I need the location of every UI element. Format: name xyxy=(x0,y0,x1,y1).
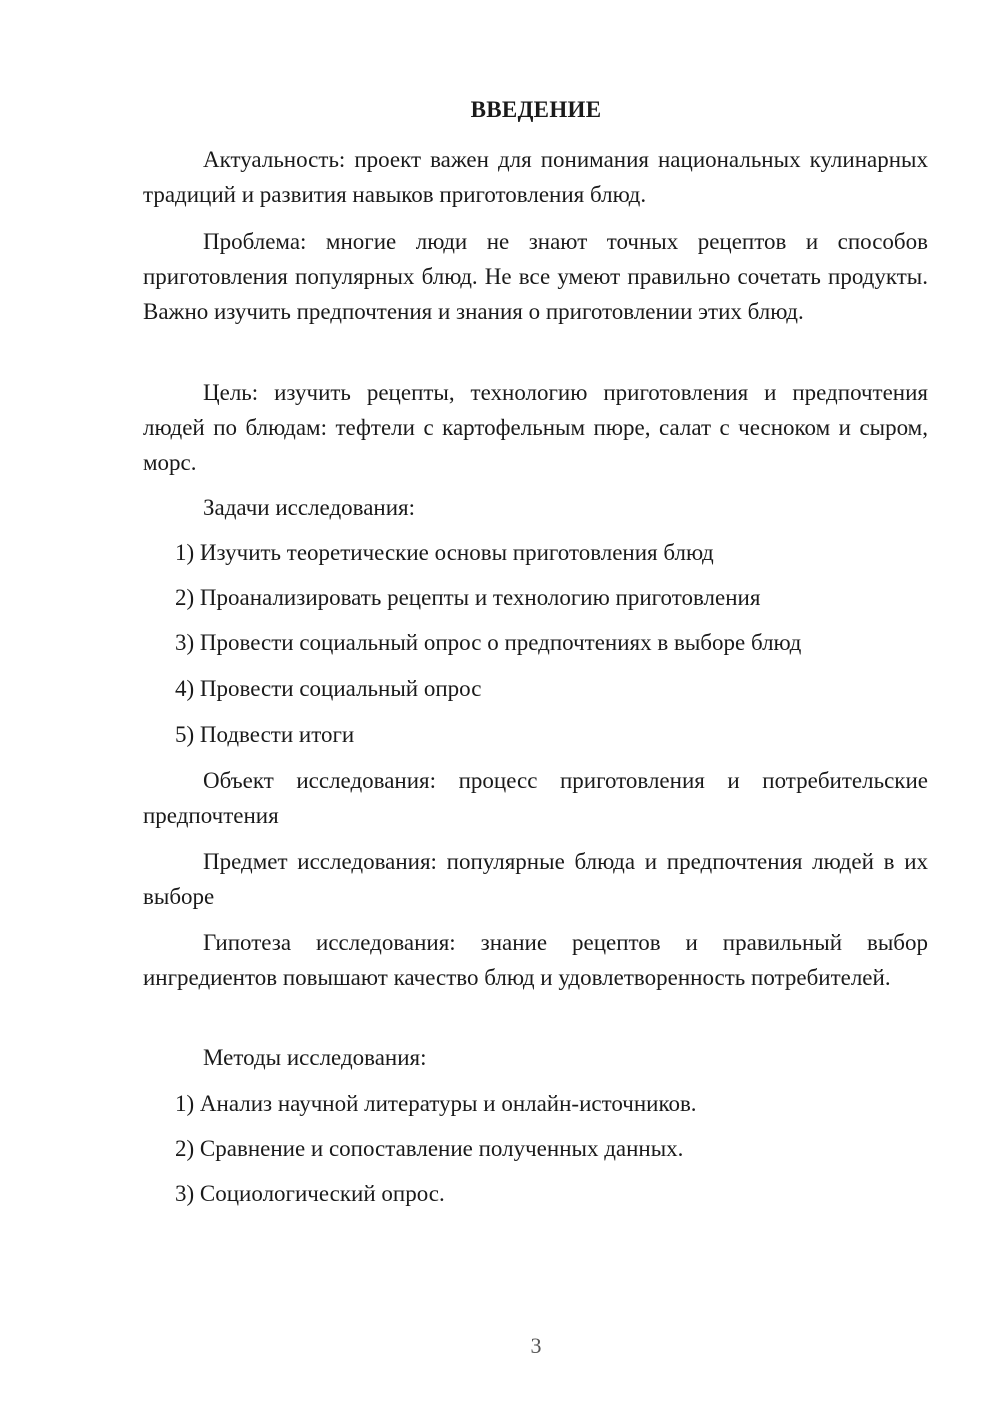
method-item: 1) Анализ научной литературы и онлайн-источников. xyxy=(175,1091,697,1116)
section-title: ВВЕДЕНИЕ xyxy=(470,97,602,122)
method-item: 2) Сравнение и сопоставление полученных данных. xyxy=(175,1136,684,1161)
task-item: 3) Провести социальный опрос о предпочтениях в выборе блюд xyxy=(175,630,802,655)
hypothesis-paragraph: Гипотеза исследования: знание рецептов и правильный выбор ингредиентов повышают качество блюд и удовлетворенность потребителей. xyxy=(143,930,928,990)
page-number: 3 xyxy=(530,1333,542,1358)
object-paragraph: Объект исследования: процесс приготовления и потребительские предпочтения xyxy=(143,768,928,828)
task-item: 2) Проанализировать рецепты и технологию приготовления xyxy=(175,585,761,610)
task-item: 4) Провести социальный опрос xyxy=(175,676,482,701)
methods-heading: Методы исследования: xyxy=(203,1045,427,1070)
task-item: 1) Изучить теоретические основы приготовления блюд xyxy=(175,540,714,565)
goal-paragraph: Цель: изучить рецепты, технологию приготовления и предпочтения людей по блюдам: тефтели с картофельным пюре, салат с чесноком и сыром, морс. xyxy=(143,380,928,475)
relevance-paragraph: Актуальность: проект важен для понимания национальных кулинарных традиций и развития навыков приготовления блюд. xyxy=(143,147,928,207)
problem-paragraph: Проблема: многие люди не знают точных рецептов и способов приготовления популярных блюд. Не все умеют правильно сочетать продукты. Важно изучить предпочтения и знания о приготовлении этих блюд. xyxy=(143,229,928,324)
tasks-heading: Задачи исследования: xyxy=(203,495,416,520)
method-item: 3) Социологический опрос. xyxy=(175,1181,445,1206)
subject-paragraph: Предмет исследования: популярные блюда и предпочтения людей в их выборе xyxy=(143,849,928,909)
task-item: 5) Подвести итоги xyxy=(175,722,355,747)
